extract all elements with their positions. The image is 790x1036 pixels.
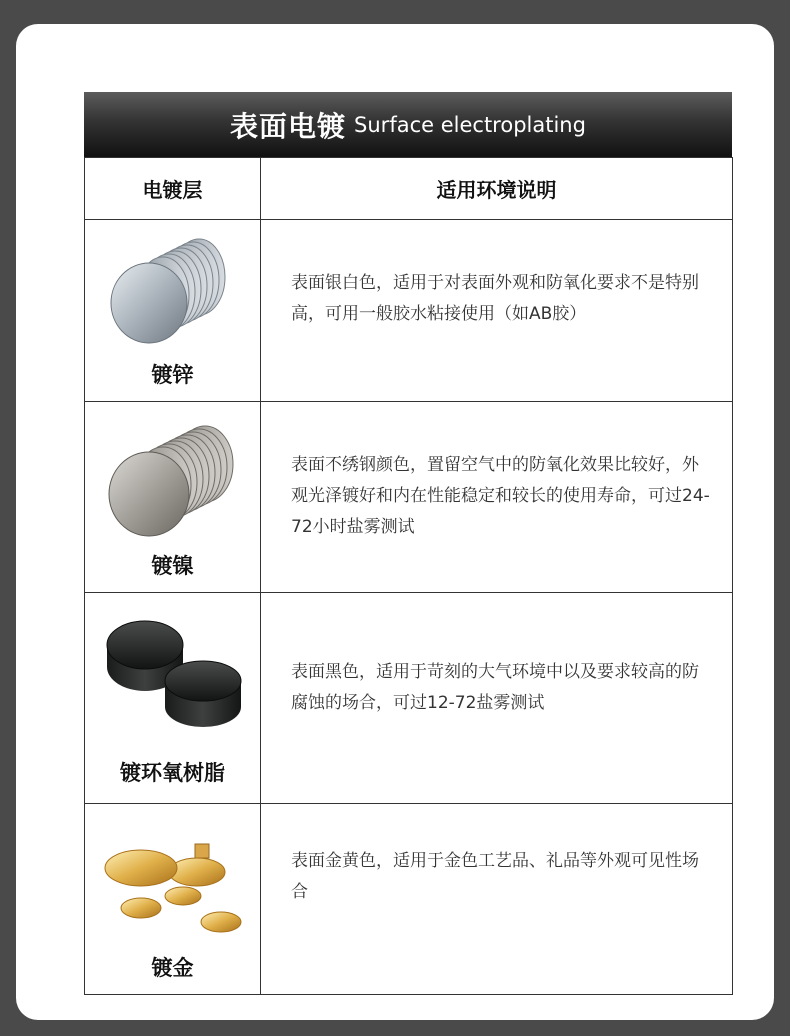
plating-cell <box>85 593 261 804</box>
environment-description: 表面银白色，适用于对表面外观和防氧化要求不是特别高，可用一般胶水粘接使用（如AB胶） <box>261 220 733 402</box>
table-row <box>85 804 733 995</box>
plating-name: 镀环氧树脂 <box>120 761 225 785</box>
table-row <box>85 220 733 402</box>
plating-name: 镀锌 <box>151 363 194 387</box>
table-title-bar <box>84 92 732 157</box>
nickel-disc-magnets-image <box>105 420 241 544</box>
plating-name: 镀金 <box>151 956 194 980</box>
plating-cell <box>85 804 261 995</box>
table-header-row <box>85 158 733 220</box>
plating-grid <box>84 157 733 995</box>
table-row <box>85 593 733 804</box>
plating-cell <box>85 220 261 402</box>
plating-table <box>84 92 732 995</box>
content-card <box>16 24 774 1020</box>
environment-description: 表面黑色，适用于苛刻的大气环境中以及要求较高的防腐蚀的场合，可过12-72盐雾测试 <box>261 593 733 804</box>
column-header-layer: 电镀层 <box>85 158 261 220</box>
title-chinese: 表面电镀 <box>230 109 347 143</box>
column-header-environment: 适用环境说明 <box>261 158 733 220</box>
plating-name: 镀镍 <box>151 554 194 578</box>
black-epoxy-magnets-image <box>103 615 243 731</box>
environment-description: 表面金黄色，适用于金色工艺品、礼品等外观可见性场合 <box>261 804 733 995</box>
gold-disc-magnets-image <box>101 838 245 938</box>
table-row <box>85 402 733 593</box>
title-english: Surface electroplating <box>354 112 586 137</box>
plating-cell <box>85 402 261 593</box>
environment-description: 表面不绣钢颜色，置留空气中的防氧化效果比较好，外观光泽镀好和内在性能稳定和较长的使用寿命，可过24-72小时盐雾测试 <box>261 402 733 593</box>
silver-disc-magnets-image <box>107 231 239 353</box>
